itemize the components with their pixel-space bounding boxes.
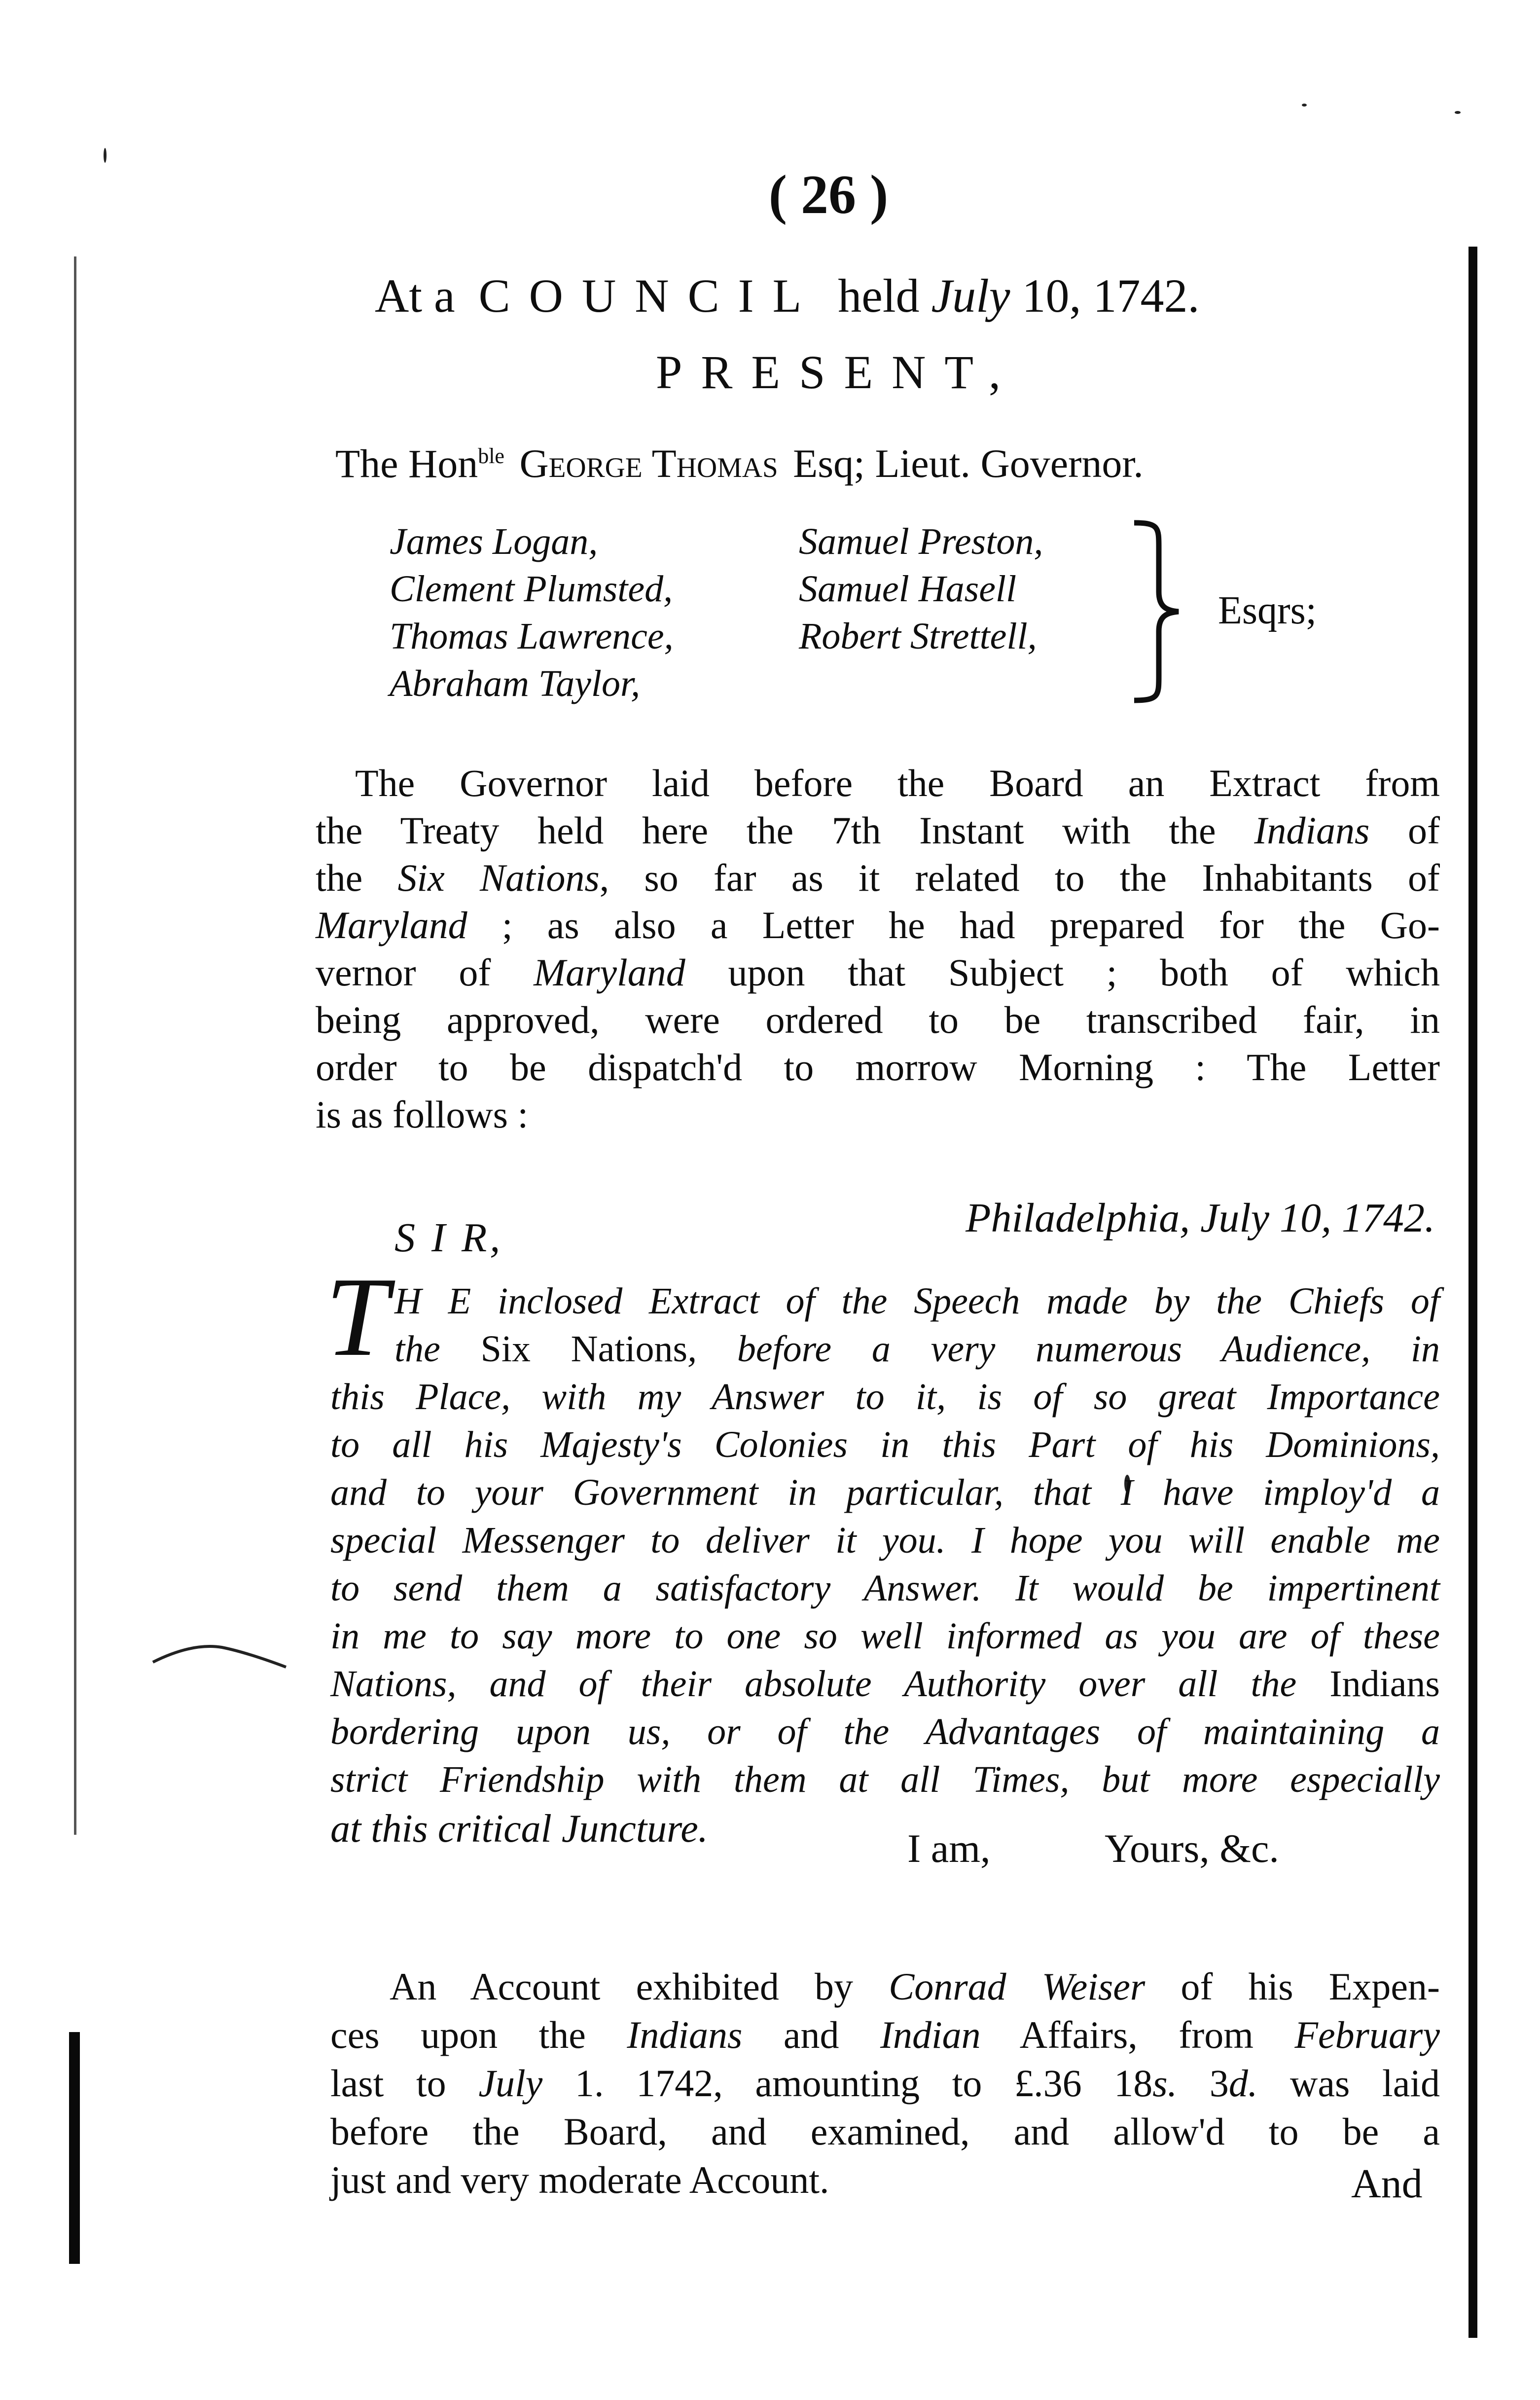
gov-suffix: Esq; Lieut. Governor. (793, 441, 1144, 486)
letter-line: Nations, and of their absolute Authority over all the Indians (330, 1663, 1440, 1705)
letter-line: to all his Majesty's Colonies in this Part of his Dominions, (330, 1424, 1440, 1465)
letter-line: strict Friendship with them at all Times, but more especially (330, 1759, 1440, 1800)
letter-last-line: at this critical Juncture. (330, 1807, 708, 1851)
letter-dropcap: T (325, 1254, 389, 1380)
catchword: And (1351, 2161, 1423, 2207)
council-heading (375, 269, 1391, 323)
gov-superscript: ble (478, 444, 504, 468)
letter-line: H E inclosed Extract of the Speech made by the Chiefs of (394, 1280, 1440, 1322)
paragraph-line: before the Board, and examined, and allow'd to be a (330, 2110, 1440, 2153)
members-left-column (390, 518, 764, 707)
left-margin-rule-lower (69, 2032, 80, 2264)
left-margin-rule-upper (74, 256, 76, 1835)
members-brace (1119, 518, 1188, 705)
heading-at-a: At a (375, 269, 455, 322)
gov-name: George Thomas (519, 441, 778, 486)
scan-speck (1455, 111, 1461, 114)
paragraph-line: Maryland ; as also a Letter he had prepared for the Go- (316, 904, 1440, 946)
scan-speck (104, 148, 107, 163)
letter-salutation: S I R, (394, 1215, 503, 1261)
member-name: James Logan, (390, 521, 598, 562)
letter-line: in me to say more to one so well informed as you are of these (330, 1615, 1440, 1657)
member-name: Clement Plumsted, (390, 568, 673, 610)
letter-closing-i-am: I am, (907, 1826, 991, 1871)
paragraph-line: is as follows : (316, 1093, 529, 1136)
paragraph-line: just and very moderate Account. (330, 2158, 829, 2201)
letter-line: to send them a satisfactory Answer. It would be impertinent (330, 1567, 1440, 1609)
governor-line (335, 432, 1460, 488)
heading-month: July (931, 269, 1010, 322)
gov-prefix: The Hon (335, 441, 478, 486)
letter-closing-yours: Yours, &c. (1105, 1826, 1279, 1871)
heading-council: COUNCIL (478, 269, 821, 322)
member-name: Samuel Hasell (799, 568, 1017, 610)
paragraph-line: The Governor laid before the Board an Extract from (355, 762, 1440, 804)
paragraph-line: vernor of Maryland upon that Subject ; both of which (316, 951, 1440, 994)
paragraph-line: ces upon the Indians and Indian Affairs, from February (330, 2013, 1440, 2056)
paragraph-line: being approved, were ordered to be transcribed fair, in (316, 998, 1440, 1041)
paragraph-line: last to July 1. 1742, amounting to £.36 18s. 3d. was laid (330, 2062, 1440, 2105)
letter-place-date: Philadelphia, July 10, 1742. (966, 1195, 1435, 1241)
member-name: Robert Strettell, (799, 616, 1037, 657)
paragraph-line: the Treaty held here the 7th Instant with the Indians of (316, 809, 1440, 852)
scan-speck (1302, 104, 1307, 107)
letter-line: the Six Nations, before a very numerous Audience, in (394, 1328, 1440, 1370)
letter-line: and to your Government in particular, that I have imploy'd a (330, 1472, 1440, 1513)
letter-line: special Messenger to deliver it you. I hope you will enable me (330, 1520, 1440, 1561)
paragraph-line: An Account exhibited by Conrad Weiser of his Expen- (390, 1965, 1440, 2008)
letter-line: this Place, with my Answer to it, is of so great Importance (330, 1376, 1440, 1418)
heading-held: held (838, 269, 920, 322)
page-number: ( 26 ) (768, 164, 889, 225)
member-name: Samuel Preston, (799, 521, 1043, 562)
members-title: Esqrs; (1218, 589, 1317, 632)
member-name: Abraham Taylor, (390, 663, 641, 704)
present-heading: PRESENT, (656, 346, 1019, 399)
paragraph-line: the Six Nations, so far as it related to the Inhabitants of (316, 856, 1440, 899)
member-name: Thomas Lawrence, (390, 616, 674, 657)
paragraph-line: order to be dispatch'd to morrow Morning : The Letter (316, 1046, 1440, 1089)
right-margin-rule (1468, 247, 1477, 2338)
members-right-column (799, 518, 1154, 660)
letter-line: bordering upon us, or of the Advantages of maintaining a (330, 1711, 1440, 1752)
margin-pen-mark (148, 1637, 296, 1677)
heading-date: 10, 1742. (1022, 269, 1200, 322)
